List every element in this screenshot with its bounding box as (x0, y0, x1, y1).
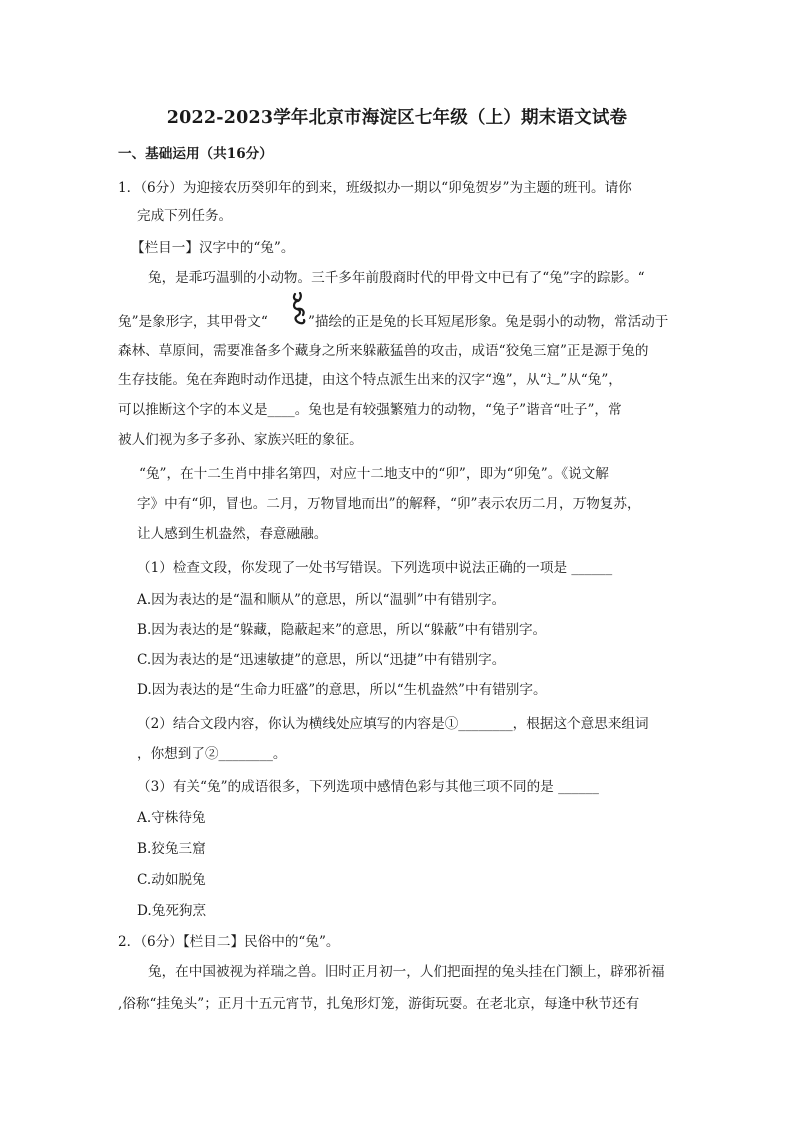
paragraph-line: 字》中有“卯，冒也。二月，万物冒地而出”的解释，“卯”表示农历二月，万物复苏， (137, 496, 641, 512)
answer-option: D.因为表达的是“生命力旺盛”的意思，所以“生机盎然”中有错别字。 (137, 682, 547, 698)
sub-question: ，你想到了②________。 (137, 746, 287, 762)
answer-option: A.因为表达的是“温和顺从”的意思，所以“温驯”中有错别字。 (137, 592, 506, 608)
question-1-line: 完成下列任务。 (137, 208, 233, 224)
question-2-line: 2．（6分）【栏目二】民俗中的“兔”。 (118, 934, 340, 950)
paragraph-line: “兔”，在十二生肖中排名第四，对应十二地支中的“卯”，即为“卯兔”。《说文解 (139, 466, 609, 482)
paragraph-line: 让人感到生机盎然，春意融融。 (137, 526, 328, 542)
answer-option: A.守株待兔 (137, 810, 206, 826)
paragraph-line: ”描绘的正是兔的长耳短尾形象。兔是弱小的动物，常活动于 (308, 314, 669, 330)
sub-question: （1）检查文段，你发现了一处书写错误。下列选项中说法正确的一项是 ______ (137, 560, 613, 576)
answer-option: B.因为表达的是“躲藏，隐蔽起来”的意思，所以“躲蔽”中有错别字。 (137, 622, 547, 638)
oracle-bone-rabbit-icon (288, 292, 310, 326)
answer-option: D.兔死狗烹 (137, 903, 207, 919)
paragraph-line: 被人们视为多子多孙、家族兴旺的象征。 (118, 432, 363, 448)
answer-option: B.狡兔三窟 (137, 841, 206, 857)
paragraph-line: 森林、草原间，需要准备多个藏身之所来躲蔽猛兽的攻击，成语“狡兔三窟”正是源于兔的 (118, 343, 649, 359)
answer-option: C.因为表达的是“迅速敏捷”的意思，所以“迅捷”中有错别字。 (137, 652, 506, 668)
paragraph-line: 可以推断这个字的本义是____。兔也是有较强繁殖力的动物，“兔子”谐音“吐子”，常 (118, 402, 622, 418)
sub-question: （3）有关“兔”的成语很多，下列选项中感情色彩与其他三项不同的是 ______ (137, 779, 599, 795)
section-heading: 一、基础运用（共16分） (118, 146, 273, 162)
paragraph-line: ,俗称“挂兔头”；正月十五元宵节，扎兔形灯笼，游街玩耍。在老北京，每逢中秋节还有 (118, 996, 640, 1012)
answer-option: C.动如脱兔 (137, 872, 206, 888)
paragraph-line: 兔，是乖巧温驯的小动物。三千多年前殷商时代的甲骨文中已有了“兔”字的踪影。“ (148, 270, 645, 286)
question-1-line: 1．（6分）为迎接农历癸卯年的到来，班级拟办一期以“卯兔贺岁”为主题的班刊。请你 (118, 180, 632, 196)
paragraph-line: 兔，在中国被视为祥瑞之兽。旧时正月初一，人们把面捏的兔头挂在门额上，辟邪祈福 (148, 964, 665, 980)
page-title: 2022-2023学年北京市海淀区七年级（上）期末语文试卷 (166, 108, 628, 128)
paragraph-line: 生存技能。兔在奔跑时动作迅捷，由这个特点派生出来的汉字“逸”，从“辶”从“兔”， (118, 372, 622, 388)
column-heading: 【栏目一】汉字中的“兔”。 (131, 240, 295, 256)
sub-question: （2）结合文段内容，你认为横线处应填写的内容是①________，根据这个意思来组词 (137, 716, 649, 732)
paragraph-line: 兔”是象形字，其甲骨文“ (118, 314, 268, 330)
